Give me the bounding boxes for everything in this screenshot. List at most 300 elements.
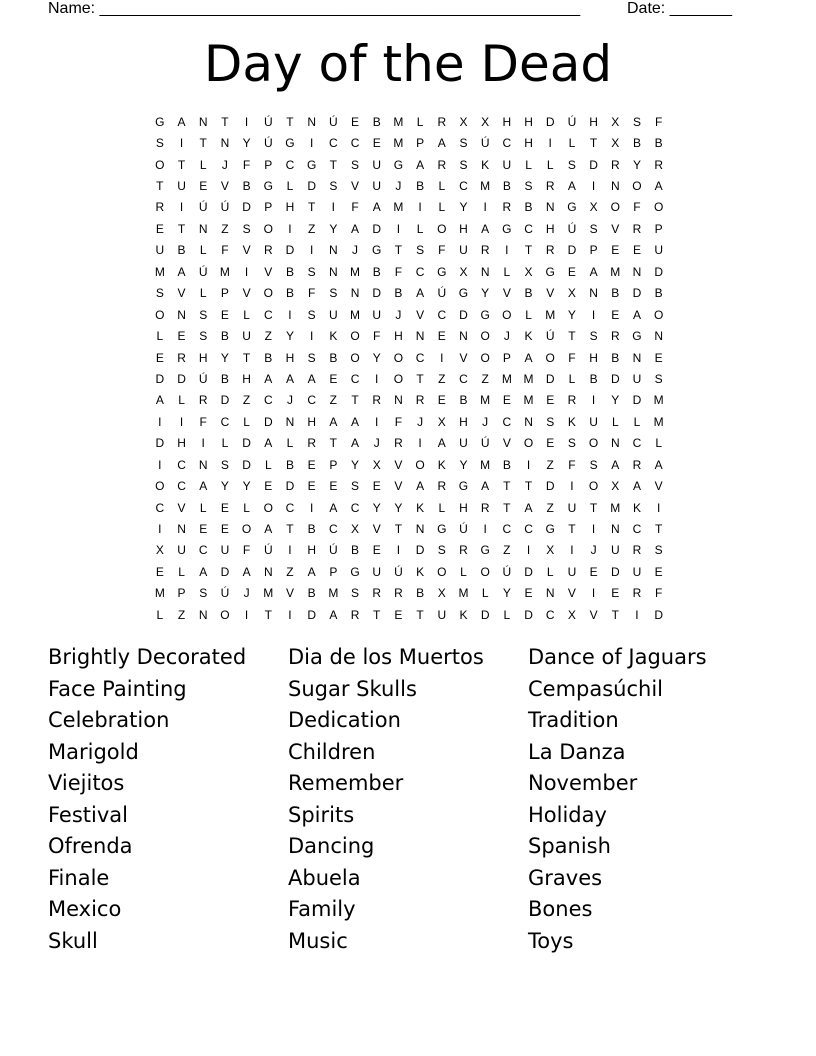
grid-letter: B (502, 179, 511, 194)
word-list-item: Dancing (288, 834, 375, 858)
grid-letter: F (633, 200, 641, 215)
grid-letter: Ú (329, 114, 338, 129)
grid-letter: Z (481, 371, 489, 386)
grid-letter: H (285, 200, 295, 215)
grid-letter: Ú (567, 114, 577, 129)
grid-letter: D (372, 221, 382, 236)
grid-letter: C (459, 179, 468, 194)
grid-letter: R (198, 393, 208, 408)
grid-letter: B (524, 200, 533, 215)
grid-letter: U (567, 500, 577, 515)
grid-letter: G (372, 243, 382, 258)
grid-letter: C (329, 522, 338, 537)
grid-letter: Ú (567, 221, 577, 236)
grid-letter: Z (177, 607, 186, 622)
grid-letter: B (611, 350, 620, 365)
grid-letter: E (155, 350, 164, 365)
grid-letter: R (610, 329, 620, 344)
grid-letter: S (459, 136, 468, 151)
grid-letter: M (154, 586, 165, 601)
grid-letter: E (220, 500, 229, 515)
grid-letter: O (220, 607, 230, 622)
grid-letter: U (567, 564, 577, 579)
grid-letter: B (242, 179, 251, 194)
grid-letter: S (155, 286, 164, 301)
grid-letter: X (567, 607, 576, 622)
grid-letter: L (286, 179, 294, 194)
grid-letter: L (481, 586, 489, 601)
word-list-item: Family (288, 897, 356, 921)
grid-letter: L (525, 157, 532, 172)
grid-letter: O (588, 479, 599, 494)
grid-letter: B (177, 243, 186, 258)
grid-letter: B (307, 522, 316, 537)
grid-letter: K (459, 607, 468, 622)
grid-letter: F (221, 243, 229, 258)
grid-letter: R (545, 179, 555, 194)
grid-letter: H (307, 543, 316, 558)
grid-letter: H (589, 350, 598, 365)
grid-letter: M (219, 264, 230, 279)
grid-letter: P (220, 286, 229, 301)
grid-letter: V (416, 307, 425, 322)
grid-letter: B (372, 264, 381, 279)
grid-letter: O (502, 307, 512, 322)
grid-letter: A (242, 564, 251, 579)
grid-letter: K (416, 564, 425, 579)
grid-letter: N (632, 350, 642, 365)
grid-letter: C (524, 522, 533, 537)
grid-letter: S (351, 479, 360, 494)
grid-letter: M (263, 586, 274, 601)
grid-letter: L (416, 114, 424, 129)
grid-letter: V (372, 522, 381, 537)
word-list-item: Skull (48, 928, 98, 953)
grid-letter: H (459, 500, 468, 515)
grid-letter: C (285, 157, 295, 172)
grid-letter: A (177, 114, 186, 129)
grid-letter: E (220, 522, 229, 537)
grid-letter: T (589, 500, 598, 515)
grid-letter: H (459, 414, 468, 429)
grid-letter: A (329, 414, 338, 429)
grid-letter: C (632, 436, 642, 451)
grid-letter: I (526, 543, 531, 558)
grid-letter: E (307, 457, 316, 472)
grid-row (149, 433, 670, 454)
grid-letter: S (307, 350, 316, 365)
grid-letter: D (155, 371, 165, 386)
grid-letter: Y (632, 157, 641, 172)
word-list-item: Tradition (528, 708, 619, 732)
grid-letter: C (350, 136, 360, 151)
grid-letter: N (415, 522, 425, 537)
grid-letter: H (545, 221, 555, 236)
grid-letter: S (437, 543, 446, 558)
grid-letter: H (242, 371, 251, 386)
grid-letter: R (437, 479, 447, 494)
grid-letter: T (394, 243, 403, 258)
grid-letter: A (567, 179, 576, 194)
grid-letter: F (654, 114, 663, 129)
grid-letter: X (372, 457, 381, 472)
grid-letter: N (198, 457, 208, 472)
grid-letter: Z (329, 393, 338, 408)
grid-letter: Ú (502, 564, 512, 579)
grid-letter: N (285, 414, 295, 429)
grid-letter: M (328, 586, 339, 601)
grid-letter: R (632, 586, 642, 601)
grid-letter: L (156, 329, 164, 344)
grid-row (149, 368, 670, 389)
grid-letter: F (568, 350, 576, 365)
grid-row (149, 218, 670, 239)
grid-letter: F (654, 586, 663, 601)
grid-letter: L (503, 264, 511, 279)
grid-letter: A (264, 436, 273, 451)
grid-letter: N (198, 607, 208, 622)
grid-letter: R (632, 543, 642, 558)
grid-letter: L (546, 564, 554, 579)
grid-letter: L (243, 414, 250, 429)
word-list-item: Finale (48, 865, 110, 890)
grid-letter: I (570, 543, 574, 558)
grid-letter: N (329, 264, 338, 279)
grid-letter: S (459, 157, 468, 172)
grid-letter: X (589, 200, 598, 215)
grid-letter: A (264, 371, 273, 386)
grid-letter: A (524, 350, 533, 365)
grid-letter: A (285, 371, 294, 386)
grid-letter: G (545, 264, 555, 279)
grid-letter: N (654, 329, 663, 344)
grid-letter: X (611, 479, 620, 494)
grid-letter: O (241, 522, 252, 537)
grid-letter: B (416, 586, 425, 601)
grid-letter: O (263, 500, 273, 515)
grid-letter: G (306, 157, 317, 172)
grid-row (149, 561, 670, 582)
grid-letter: D (654, 264, 663, 279)
grid-letter: B (372, 114, 381, 129)
grid-letter: V (242, 243, 251, 258)
grid-letter: C (350, 500, 360, 515)
grid-letter: J (503, 329, 510, 344)
grid-letter: T (221, 114, 229, 129)
grid-letter: O (350, 329, 360, 344)
grid-row (149, 475, 670, 496)
grid-letter: E (372, 136, 381, 151)
grid-letter: L (568, 136, 576, 151)
grid-letter: E (611, 586, 620, 601)
grid-letter: H (524, 114, 533, 129)
grid-row (149, 540, 670, 561)
grid-letter: G (567, 200, 577, 215)
grid-letter: E (199, 522, 208, 537)
grid-letter: Ú (220, 200, 230, 215)
grid-letter: I (375, 371, 379, 386)
word-list-item: La Danza (528, 739, 626, 764)
grid-letter: E (589, 564, 598, 579)
grid-letter: O (155, 157, 165, 172)
grid-letter: J (352, 243, 359, 258)
grid-letter: A (416, 157, 425, 172)
grid-letter: M (393, 136, 404, 151)
grid-letter: E (437, 393, 446, 408)
grid-letter: I (179, 200, 184, 215)
grid-letter: Ú (198, 264, 208, 279)
grid-letter: P (416, 136, 425, 151)
grid-letter: T (416, 607, 424, 622)
grid-letter: T (524, 479, 533, 494)
grid-letter: N (610, 522, 620, 537)
grid-letter: M (480, 457, 491, 472)
grid-letter: M (154, 264, 165, 279)
grid-letter: S (589, 221, 598, 236)
grid-letter: T (611, 607, 619, 622)
grid-letter: V (242, 286, 251, 301)
grid-letter: Y (372, 500, 381, 515)
grid-letter: P (329, 564, 338, 579)
grid-letter: D (242, 200, 251, 215)
grid-letter: A (416, 479, 425, 494)
grid-letter: L (416, 221, 424, 236)
grid-letter: N (524, 414, 533, 429)
grid-letter: G (393, 157, 404, 172)
grid-letter: O (480, 329, 490, 344)
grid-letter: V (654, 479, 663, 494)
grid-letter: P (589, 243, 598, 258)
grid-letter: A (611, 457, 620, 472)
grid-letter: E (546, 393, 555, 408)
grid-letter: B (264, 350, 273, 365)
grid-letter: K (416, 500, 425, 515)
grid-letter: O (155, 307, 165, 322)
grid-letter: C (350, 371, 360, 386)
grid-row (149, 604, 670, 625)
grid-letter: R (502, 200, 512, 215)
grid-letter: Ú (198, 371, 208, 386)
grid-row (149, 132, 670, 153)
grid-letter: D (220, 393, 230, 408)
grid-letter: R (654, 157, 663, 172)
grid-letter: S (654, 543, 663, 558)
grid-letter: U (372, 564, 382, 579)
grid-letter: D (654, 607, 663, 622)
grid-letter: B (654, 136, 663, 151)
grid-letter: T (654, 522, 663, 537)
grid-row (149, 175, 670, 196)
grid-letter: O (263, 286, 273, 301)
grid-letter: A (437, 436, 446, 451)
grid-letter: D (242, 436, 251, 451)
grid-letter: T (286, 522, 294, 537)
grid-letter: T (329, 157, 338, 172)
grid-letter: L (178, 393, 185, 408)
grid-letter: U (177, 179, 186, 194)
word-list-item: Holiday (528, 802, 607, 827)
grid-letter: P (502, 350, 511, 365)
name-field-label: Name: ______________________________________________________ (48, 0, 581, 17)
grid-letter: N (220, 136, 230, 151)
grid-letter: D (242, 457, 251, 472)
grid-letter: A (199, 479, 208, 494)
grid-letter: H (285, 350, 295, 365)
grid-letter: T (373, 607, 381, 622)
grid-letter: E (654, 564, 663, 579)
grid-letter: U (372, 179, 382, 194)
grid-letter: K (329, 329, 338, 344)
grid-letter: Z (438, 371, 446, 386)
grid-letter: S (329, 179, 338, 194)
grid-letter: L (438, 200, 446, 215)
grid-letter: E (502, 393, 511, 408)
grid-letter: C (177, 457, 186, 472)
word-list-item: Brightly Decorated (48, 645, 247, 669)
grid-letter: N (632, 264, 642, 279)
grid-letter: J (590, 543, 597, 558)
grid-letter: E (611, 243, 620, 258)
grid-letter: G (437, 264, 447, 279)
grid-letter: U (589, 414, 598, 429)
grid-letter: T (568, 329, 576, 344)
grid-row (149, 411, 670, 432)
grid-letter: T (242, 350, 251, 365)
grid-letter: T (264, 607, 272, 622)
grid-letter: Z (242, 393, 251, 408)
grid-letter: I (548, 136, 552, 151)
grid-letter: B (307, 586, 316, 601)
grid-letter: L (199, 286, 207, 301)
grid-letter: E (654, 350, 663, 365)
grid-letter: J (482, 414, 489, 429)
grid-letter: T (351, 393, 359, 408)
word-list-item: Spanish (528, 834, 611, 858)
word-list-item: Remember (288, 771, 404, 795)
grid-letter: K (524, 329, 533, 344)
grid-letter: E (264, 479, 273, 494)
grid-letter: I (591, 586, 596, 601)
grid-letter: U (220, 543, 230, 558)
grid-letter: L (438, 500, 446, 515)
grid-letter: E (394, 607, 403, 622)
grid-letter: A (329, 500, 338, 515)
grid-letter: V (264, 264, 273, 279)
grid-letter: N (307, 114, 316, 129)
grid-letter: L (525, 307, 532, 322)
grid-letter: U (654, 243, 663, 258)
grid-letter: A (654, 457, 663, 472)
grid-letter: O (653, 200, 664, 215)
grid-letter: B (220, 371, 229, 386)
grid-letter: S (632, 114, 641, 129)
grid-letter: F (242, 543, 251, 558)
grid-letter: S (307, 307, 316, 322)
grid-letter: J (395, 179, 402, 194)
grid-letter: E (329, 479, 338, 494)
grid-letter: E (220, 307, 229, 322)
grid-letter: Y (220, 479, 229, 494)
grid-letter: V (220, 179, 229, 194)
grid-letter: S (416, 243, 425, 258)
grid-letter: B (632, 136, 641, 151)
grid-letter: S (546, 414, 555, 429)
grid-letter: X (459, 264, 468, 279)
grid-letter: I (375, 414, 379, 429)
grid-letter: S (524, 179, 533, 194)
grid-letter: B (589, 371, 598, 386)
grid-letter: Ú (198, 200, 208, 215)
grid-letter: O (155, 479, 165, 494)
grid-letter: U (610, 543, 620, 558)
grid-letter: J (243, 586, 250, 601)
grid-letter: L (199, 500, 207, 515)
grid-row (149, 390, 670, 411)
grid-letter: Y (242, 479, 251, 494)
grid-letter: R (610, 157, 620, 172)
grid-letter: F (373, 329, 381, 344)
grid-letter: C (263, 393, 273, 408)
grid-letter: E (437, 329, 446, 344)
grid-letter: D (632, 393, 642, 408)
grid-letter: C (459, 371, 468, 386)
grid-letter: D (567, 243, 577, 258)
grid-letter: F (568, 457, 576, 472)
grid-letter: L (199, 157, 207, 172)
grid-letter: D (545, 114, 555, 129)
grid-letter: J (286, 393, 293, 408)
grid-letter: H (307, 414, 316, 429)
grid-letter: F (199, 414, 207, 429)
grid-letter: A (481, 221, 490, 236)
grid-letter: X (155, 543, 164, 558)
grid-letter: Ú (394, 564, 403, 579)
grid-letter: G (155, 114, 165, 129)
grid-letter: M (545, 307, 556, 322)
grid-letter: F (394, 414, 403, 429)
grid-letter: R (415, 393, 425, 408)
grid-row (149, 454, 670, 475)
grid-letter: A (589, 264, 598, 279)
grid-letter: O (480, 564, 490, 579)
word-list-item: Marigold (48, 739, 139, 764)
grid-letter: I (244, 114, 249, 129)
grid-letter: L (568, 371, 576, 386)
grid-letter: P (329, 457, 338, 472)
grid-letter: X (524, 264, 533, 279)
grid-letter: I (288, 307, 292, 322)
grid-letter: T (329, 436, 338, 451)
grid-letter: P (264, 157, 273, 172)
grid-letter: N (610, 436, 620, 451)
grid-letter: C (437, 307, 447, 322)
grid-letter: E (177, 329, 186, 344)
grid-letter: O (393, 350, 404, 365)
grid-letter: I (288, 607, 292, 622)
grid-letter: C (545, 607, 555, 622)
grid-letter: Z (546, 457, 554, 472)
grid-letter: U (632, 371, 642, 386)
grid-letter: D (480, 607, 490, 622)
grid-letter: D (589, 157, 598, 172)
grid-letter: I (505, 243, 509, 258)
grid-letter: G (350, 564, 360, 579)
grid-letter: A (481, 479, 490, 494)
grid-letter: P (177, 586, 186, 601)
grid-letter: C (415, 350, 425, 365)
grid-letter: C (177, 479, 186, 494)
grid-letter: K (567, 414, 576, 429)
